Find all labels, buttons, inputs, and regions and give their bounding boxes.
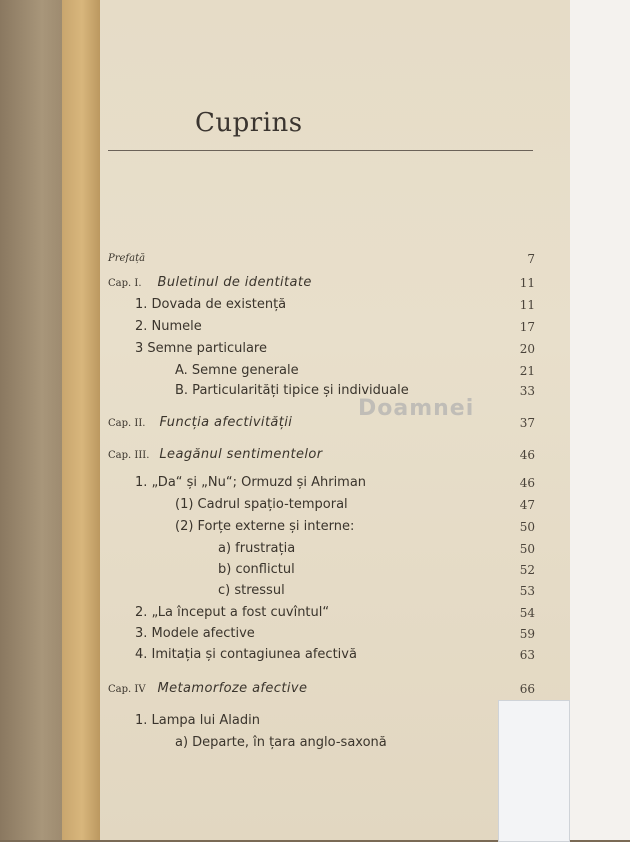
- toc-entry: [100, 340, 570, 358]
- toc-entry: [100, 646, 570, 664]
- book-spine-background: [0, 0, 70, 840]
- toc-entry: [100, 382, 570, 400]
- toc-entry: [100, 604, 570, 622]
- toc-label: b) conflictul: [218, 562, 295, 577]
- toc-entry: [100, 414, 570, 432]
- toc-entry: [100, 496, 570, 514]
- toc-page: 46: [519, 476, 535, 490]
- toc-page: 50: [519, 520, 535, 534]
- toc-label: 2. Numele: [135, 319, 202, 334]
- toc-page: 66: [519, 682, 535, 696]
- title-divider: [108, 150, 533, 151]
- toc-entry: [100, 680, 570, 698]
- toc-label: A. Semne generale: [175, 363, 299, 378]
- chapter-prefix: Cap. I.: [108, 278, 142, 289]
- book-cover-edge: [62, 0, 104, 840]
- toc-page: 11: [519, 276, 535, 290]
- toc-label: Leagănul sentimentelor: [159, 447, 323, 462]
- toc-page: 20: [519, 342, 535, 356]
- toc-page: 33: [519, 384, 535, 398]
- toc-page: 63: [519, 648, 535, 662]
- toc-entry: [100, 474, 570, 492]
- toc-page: 21: [519, 364, 535, 378]
- chapter-prefix: Cap. III.: [108, 450, 150, 461]
- toc-label: c) stressul: [218, 583, 285, 598]
- toc-label: 2. „La început a fost cuvîntul“: [135, 605, 330, 620]
- toc-page: 54: [519, 606, 535, 620]
- toc-entry: [100, 274, 570, 292]
- toc-entry: [100, 518, 570, 536]
- toc-entry: [100, 446, 570, 464]
- toc-label: Prefață: [108, 253, 146, 264]
- page-title: Cuprins: [195, 108, 303, 138]
- toc-label: 3 Semne particulare: [135, 341, 267, 356]
- toc-label: Funcția afectivității: [159, 415, 293, 430]
- toc-page: 50: [519, 542, 535, 556]
- toc-page: 11: [519, 298, 535, 312]
- toc-page: 59: [519, 627, 535, 641]
- toc-page: 7: [527, 252, 535, 266]
- toc-page: 53: [519, 584, 535, 598]
- toc-page: 46: [519, 448, 535, 462]
- toc-page: 52: [519, 563, 535, 577]
- toc-entry: [100, 561, 570, 579]
- toc-label: a) Departe, în țara anglo-saxonă: [175, 735, 387, 750]
- toc-entry: [100, 362, 570, 380]
- toc-entry: [100, 250, 570, 268]
- toc-page: 37: [519, 416, 535, 430]
- toc-label: 4. Imitația și contagiunea afectivă: [135, 647, 357, 662]
- toc-label: 1. „Da“ și „Nu“; Ormuzd și Ahriman: [135, 475, 367, 490]
- toc-label: 1. Lampa lui Aladin: [135, 713, 260, 728]
- watermark-text: Doamnei: [358, 396, 475, 421]
- toc-entry: [100, 582, 570, 600]
- chapter-prefix: Cap. IV: [108, 684, 146, 695]
- toc-label: (1) Cadrul spațio-temporal: [175, 497, 348, 512]
- toc-label: 1. Dovada de existență: [135, 297, 287, 312]
- toc-label: Buletinul de identitate: [157, 275, 312, 290]
- toc-label: (2) Forțe externe și interne:: [175, 519, 355, 534]
- toc-label: 3. Modele afective: [135, 626, 255, 641]
- toc-entry: [100, 318, 570, 336]
- toc-label: Metamorfoze afective: [157, 681, 308, 696]
- background-margin: [570, 0, 630, 840]
- chapter-prefix: Cap. II.: [108, 418, 146, 429]
- toc-entry: [100, 540, 570, 558]
- toc-entry: [100, 625, 570, 643]
- toc-entry: [100, 296, 570, 314]
- toc-page: 17: [519, 320, 535, 334]
- toc-page: 47: [519, 498, 535, 512]
- toc-label: a) frustrația: [218, 541, 296, 556]
- toc-label: B. Particularități tipice și individuale: [175, 383, 409, 398]
- paper-sticker: [498, 700, 570, 842]
